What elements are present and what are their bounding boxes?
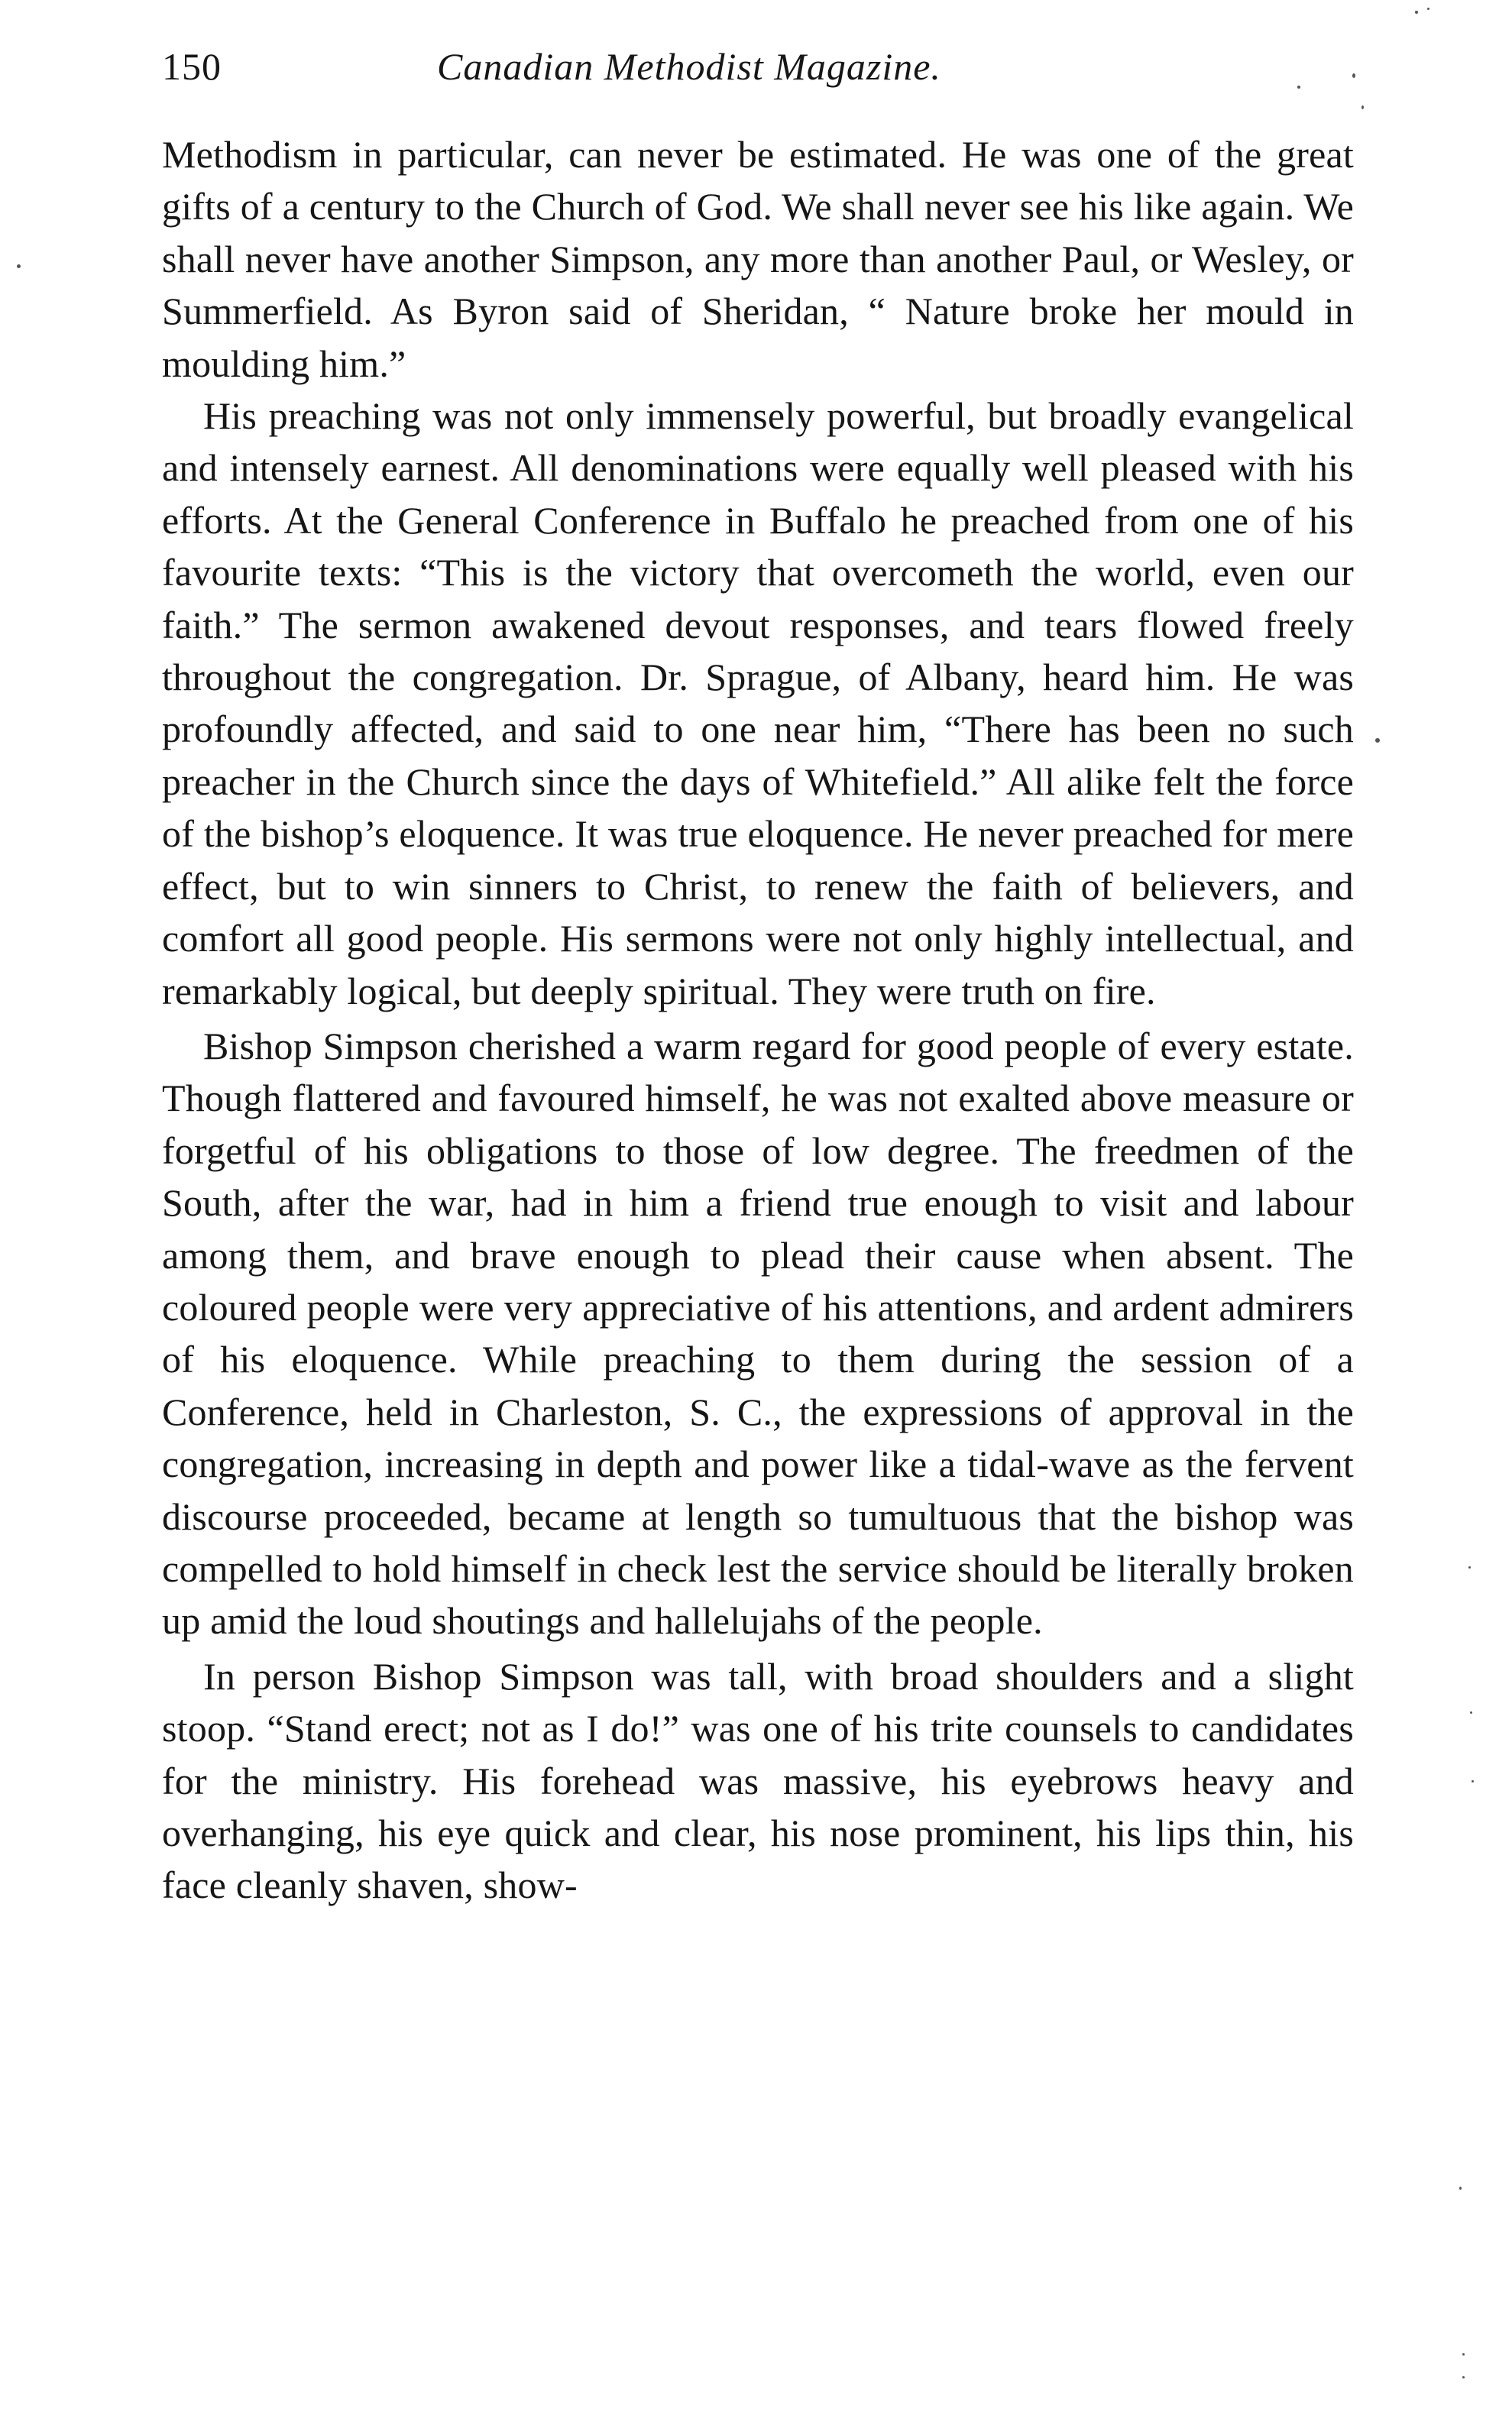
scan-speck	[17, 264, 21, 268]
body-text	[162, 128, 1354, 1912]
scan-speck	[1352, 73, 1355, 78]
scan-speck	[1361, 105, 1364, 109]
scan-speck	[1427, 8, 1429, 10]
scan-speck	[1297, 86, 1300, 89]
paragraph-continuation: Methodism in particular, can never be estimated. He was one of the great gifts of a century to the Church of God. We shall never see his like again. We shall never have another Simpson, any more than another Paul, or Wesley, or Summerfield. As Byron said of Sheridan, “ Nature broke her mould in moulding him.”	[162, 133, 1354, 385]
scan-speck	[1459, 2187, 1462, 2190]
scan-speck	[1462, 2376, 1465, 2378]
running-title: Canadian Methodist Magazine.	[437, 45, 941, 88]
paragraph-preaching: His preaching was not only immensely powerful, but broadly evangelical and intensely earnest. All denominations were equally well pleased with his efforts. At the General Conference in Buffalo he preached from one of his favourite texts: “This is the victory that overcometh the world, even our faith.” The sermon awakened devout responses, and tears flowed freely throughout the congregation. Dr. Sprague, of Albany, heard him. He was profoundly affected, and said to one near him, “There has been no such preacher in the Church since the days of Whitefield.” All alike felt the force of the bishop’s eloquence. It was true eloquence. He never preached for mere effect, but to win sinners to Christ, to renew the faith of believers, and comfort all good people. His sermons were not only highly intellectual, and remarkably logical, but deeply spiritual. They were truth on fire.	[162, 394, 1354, 1012]
scan-speck	[1462, 2353, 1465, 2356]
scan-speck	[1470, 1711, 1472, 1714]
page-number: 150	[162, 45, 222, 88]
scan-speck	[1415, 11, 1418, 14]
scan-speck	[1468, 1566, 1471, 1569]
paragraph-regard: Bishop Simpson cherished a warm regard for good people of every estate. Though flattered and favoured himself, he was not exalted above measure or forgetful of his obligations to those of low degree. The freedmen of the South, after the war, had in him a friend true enough to visit and labour among them, and brave enough to plead their cause when absent. The coloured people were very appreciative of his attentions, and ardent admirers of his eloquence. While preaching to them during the session of a Conference, held in Charleston, S. C., the expressions of approval in the congregation, increasing in depth and power like a tidal-wave as the fervent discourse proceeded, became at length so tumultuous that the bishop was compelled to hold himself in check lest the service should be literally broken up amid the loud shoutings and hallelujahs of the people.	[162, 1024, 1354, 1643]
scan-speck	[1472, 1780, 1474, 1782]
paragraph-person: In person Bishop Simpson was tall, with broad shoulders and a slight stoop. “Stand erect; not as I do!” was one of his trite counsels to candidates for the ministry. His forehead was massive, his eyebrows heavy and overhanging, his eye quick and clear, his nose prominent, his lips thin, his face cleanly shaven, show-	[162, 1654, 1354, 1907]
scan-speck	[1375, 738, 1380, 743]
page-header	[162, 44, 1354, 105]
